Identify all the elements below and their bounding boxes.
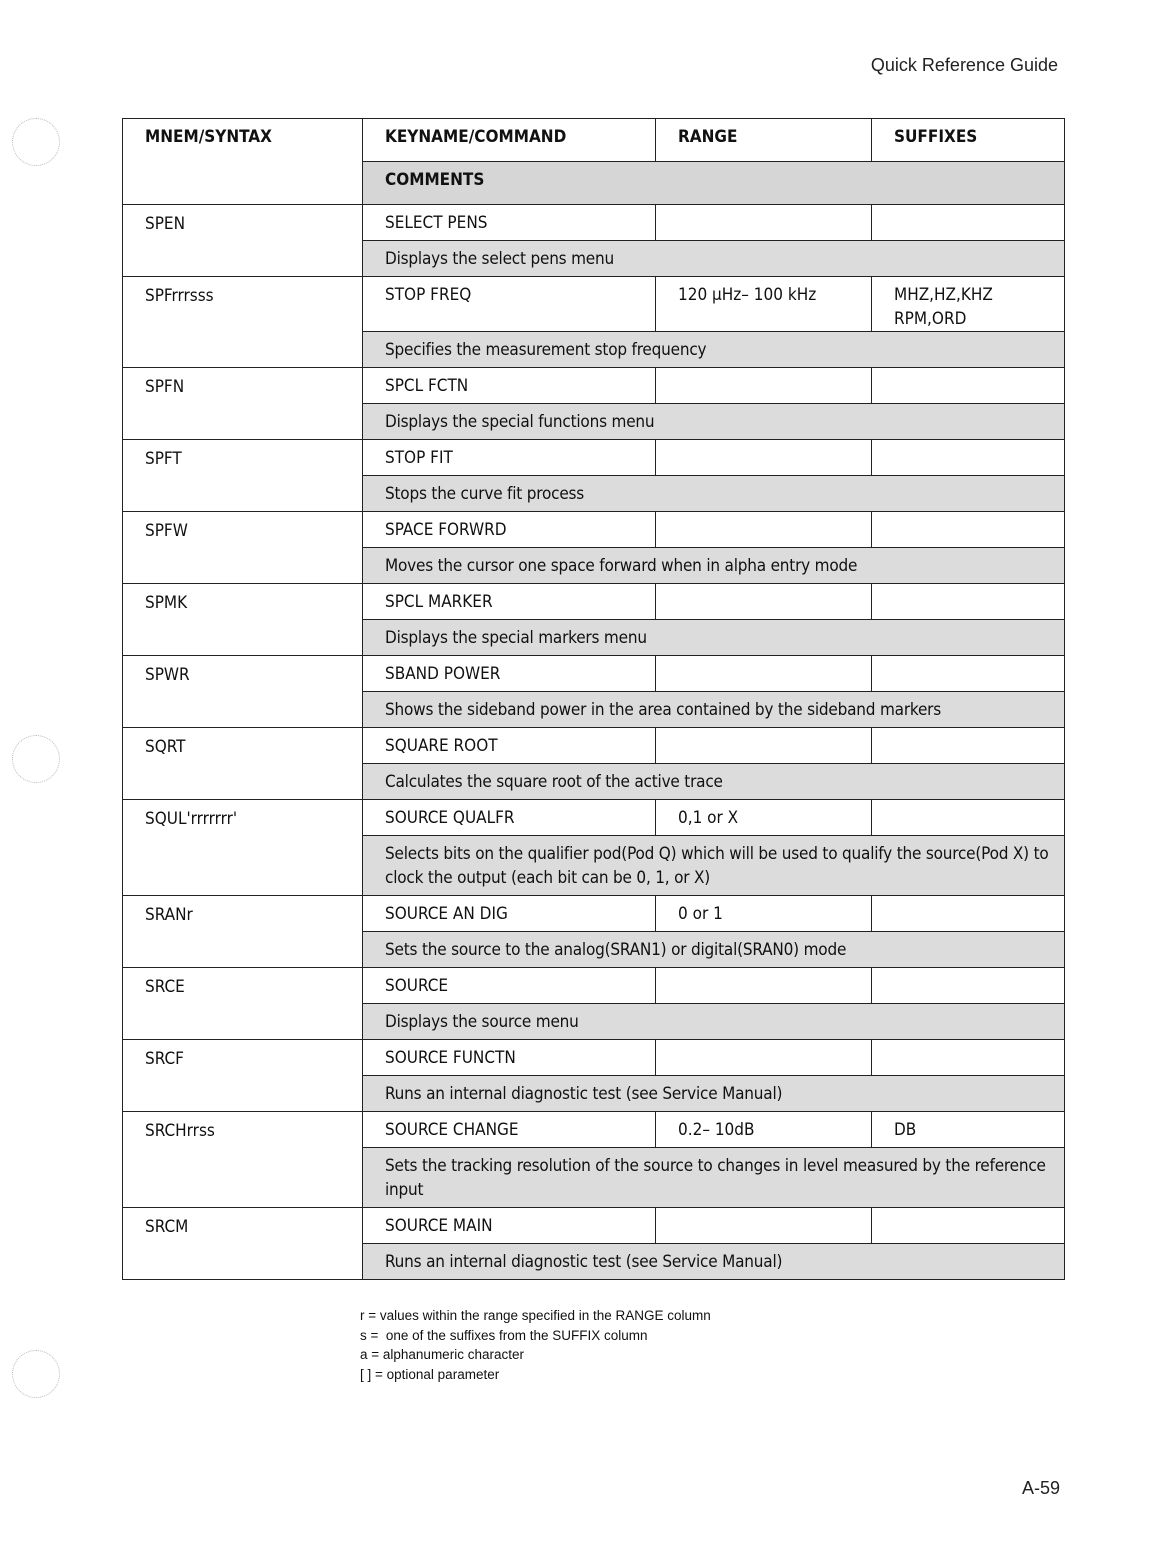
table-row	[123, 277, 1065, 332]
range-cell	[656, 584, 872, 620]
comment-cell: Displays the select pens menu	[363, 241, 1065, 277]
table-row	[123, 1208, 1065, 1244]
table-row	[123, 800, 1065, 836]
keyname-cell: STOP FIT	[363, 440, 656, 476]
header-row	[123, 119, 1065, 162]
footnote-r: r = values within the range specified in the RANGE column	[360, 1308, 711, 1323]
keyname-cell: SQUARE ROOT	[363, 728, 656, 764]
col-header-mnem: MNEM/SYNTAX	[123, 119, 363, 205]
range-cell: 0 or 1	[656, 896, 872, 932]
mnemonic-cell: SRANr	[123, 896, 363, 968]
mnemonic-cell: SRCHrrss	[123, 1112, 363, 1208]
suffixes-cell	[872, 205, 1065, 241]
footnote-a: a = alphanumeric character	[360, 1347, 524, 1362]
col-header-range: RANGE	[656, 119, 872, 162]
suffixes-cell	[872, 1040, 1065, 1076]
reference-table	[122, 118, 1065, 1280]
comment-cell: Shows the sideband power in the area contained by the sideband markers	[363, 692, 1065, 728]
range-cell: 120 μHz– 100 kHz	[656, 277, 872, 332]
footnote-s: s = one of the suffixes from the SUFFIX column	[360, 1327, 648, 1343]
suffixes-cell	[872, 440, 1065, 476]
comment-cell: Runs an internal diagnostic test (see Service Manual)	[363, 1076, 1065, 1112]
comment-cell: Sets the tracking resolution of the source to changes in level measured by the reference input	[363, 1148, 1065, 1208]
mnemonic-cell: SPFT	[123, 440, 363, 512]
table-row	[123, 368, 1065, 404]
comment-cell: Displays the special functions menu	[363, 404, 1065, 440]
comment-cell: Calculates the square root of the active trace	[363, 764, 1065, 800]
punch-hole-top	[12, 118, 60, 166]
range-cell	[656, 728, 872, 764]
comment-cell: Stops the curve fit process	[363, 476, 1065, 512]
mnemonic-cell: SPFW	[123, 512, 363, 584]
keyname-cell: SPACE FORWRD	[363, 512, 656, 548]
running-header: Quick Reference Guide	[870, 55, 1058, 75]
suffixes-cell	[872, 968, 1065, 1004]
suffixes-cell	[872, 512, 1065, 548]
table-row	[123, 440, 1065, 476]
table-row	[123, 584, 1065, 620]
table-row	[123, 896, 1065, 932]
keyname-cell: SOURCE AN DIG	[363, 896, 656, 932]
table-row	[123, 512, 1065, 548]
range-cell	[656, 1208, 872, 1244]
col-header-keyname: KEYNAME/COMMAND	[363, 119, 656, 162]
range-cell: 0.2– 10dB	[656, 1112, 872, 1148]
keyname-cell: SPCL FCTN	[363, 368, 656, 404]
comment-cell: Moves the cursor one space forward when in alpha entry mode	[363, 548, 1065, 584]
page-number: A-59	[1021, 1478, 1060, 1498]
table-row	[123, 968, 1065, 1004]
keyname-cell: SBAND POWER	[363, 656, 656, 692]
mnemonic-cell: SQUL'rrrrrrr'	[123, 800, 363, 896]
table-row	[123, 1040, 1065, 1076]
keyname-cell: SOURCE FUNCTN	[363, 1040, 656, 1076]
range-cell	[656, 368, 872, 404]
range-cell	[656, 656, 872, 692]
range-cell	[656, 512, 872, 548]
col-header-comments: COMMENTS	[363, 162, 1065, 205]
suffixes-cell	[872, 728, 1065, 764]
range-cell: 0,1 or X	[656, 800, 872, 836]
suffixes-cell	[872, 368, 1065, 404]
mnemonic-cell: SRCF	[123, 1040, 363, 1112]
col-header-suffixes: SUFFIXES	[872, 119, 1065, 162]
range-cell	[656, 1040, 872, 1076]
comment-cell: Runs an internal diagnostic test (see Service Manual)	[363, 1244, 1065, 1280]
punch-hole-bottom	[12, 1350, 60, 1398]
keyname-cell: SELECT PENS	[363, 205, 656, 241]
mnemonic-cell: SRCE	[123, 968, 363, 1040]
suffixes-cell	[872, 584, 1065, 620]
suffixes-cell: DB	[872, 1112, 1065, 1148]
mnemonic-cell: SQRT	[123, 728, 363, 800]
mnemonic-cell: SPEN	[123, 205, 363, 277]
keyname-cell: SPCL MARKER	[363, 584, 656, 620]
range-cell	[656, 440, 872, 476]
table-row	[123, 728, 1065, 764]
suffixes-cell	[872, 800, 1065, 836]
keyname-cell: SOURCE QUALFR	[363, 800, 656, 836]
mnemonic-cell: SPFrrrsss	[123, 277, 363, 368]
range-cell	[656, 205, 872, 241]
footnotes	[360, 1306, 711, 1384]
keyname-cell: STOP FREQ	[363, 277, 656, 332]
comment-cell: Sets the source to the analog(SRAN1) or digital(SRAN0) mode	[363, 932, 1065, 968]
footnote-optional: [ ] = optional parameter	[360, 1366, 500, 1382]
table-row	[123, 1112, 1065, 1148]
punch-hole-middle	[12, 735, 60, 783]
comment-cell: Specifies the measurement stop frequency	[363, 332, 1065, 368]
keyname-cell: SOURCE CHANGE	[363, 1112, 656, 1148]
suffixes-cell: MHZ,HZ,KHZ RPM,ORD	[872, 277, 1065, 332]
mnemonic-cell: SPFN	[123, 368, 363, 440]
suffixes-cell	[872, 656, 1065, 692]
comment-cell: Selects bits on the qualifier pod(Pod Q) which will be used to qualify the source(Pod X) to clock the output (each bit can be 0, 1, or X)	[363, 836, 1065, 896]
mnemonic-cell: SRCM	[123, 1208, 363, 1280]
keyname-cell: SOURCE	[363, 968, 656, 1004]
mnemonic-cell: SPWR	[123, 656, 363, 728]
suffixes-cell	[872, 1208, 1065, 1244]
table-row	[123, 205, 1065, 241]
comment-cell: Displays the special markers menu	[363, 620, 1065, 656]
comment-cell: Displays the source menu	[363, 1004, 1065, 1040]
table-row	[123, 656, 1065, 692]
range-cell	[656, 968, 872, 1004]
mnemonic-cell: SPMK	[123, 584, 363, 656]
suffixes-cell	[872, 896, 1065, 932]
keyname-cell: SOURCE MAIN	[363, 1208, 656, 1244]
